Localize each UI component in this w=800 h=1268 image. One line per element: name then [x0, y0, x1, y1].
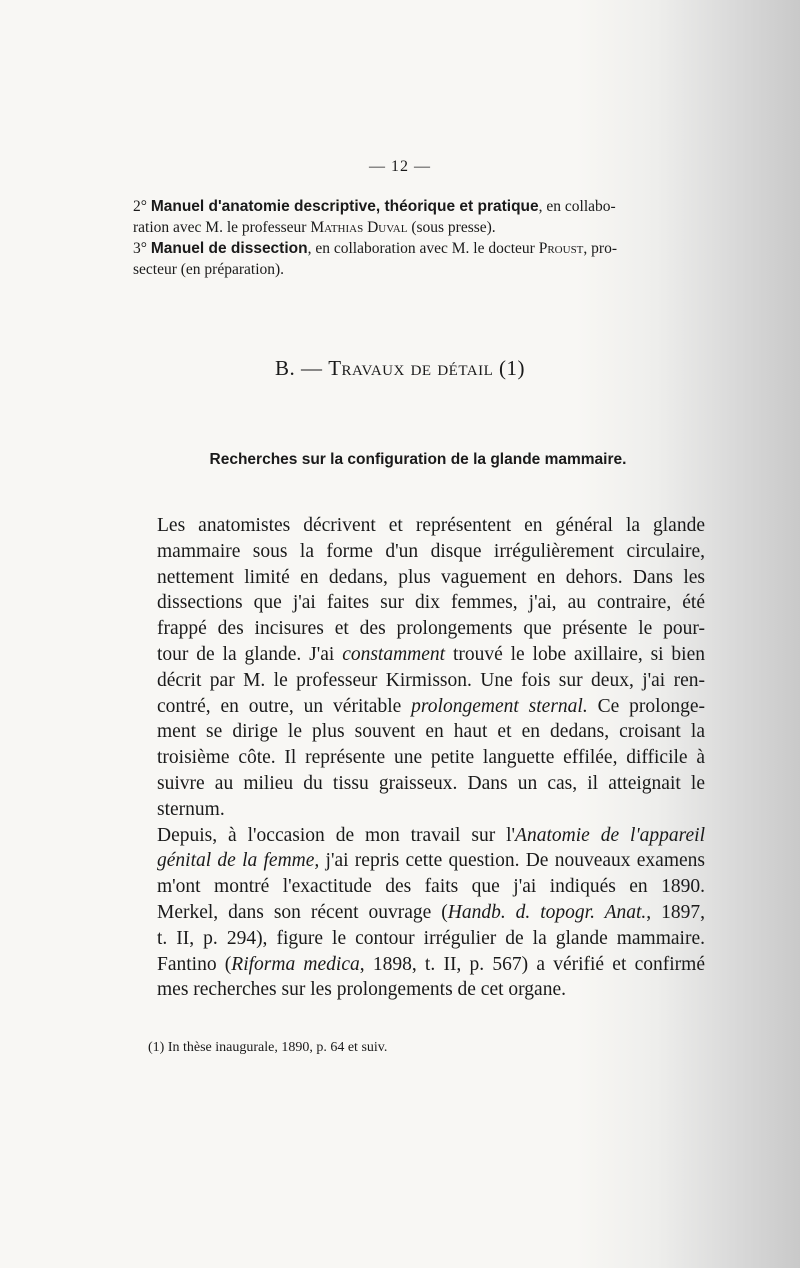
subsection-title: Recherches sur la configuration de la glande mammaire. [209, 451, 627, 468]
paragraph-1: Les anatomistes décrivent et représentent en général la glande mammaire sous la forme d'un disque irrégulièrement circulaire, nettement limité en dedans, plus vaguement en dehors. Dans les dissections que j'ai faites sur dix femmes, j'ai, au contraire, été frappé des incisures et des prolongements que présente le pour- tour de la glande. J'ai constamment trouvé le lobe axillaire, si bien décrit par M. le professeur Kirmisson. Une fois sur deux, j'ai ren- contré, en outre, un véritable prolongement sternal. Ce prolonge- ment se dirige le plus souvent en haut et en dedans, croisant la troisième côte. Il représente une petite languette effilée, difficile à suivre au milieu du tissu graisseux. Dans un cas, il atteignait le sternum. [157, 515, 706, 820]
list-item: 2° Manuel d'anatomie descriptive, théorique et pratique, en collabo- ration avec M. le professeur Mathias Duval (sous presse). [133, 198, 616, 236]
item-number: 3° [133, 240, 147, 257]
item-number: 2° [133, 198, 147, 215]
author-name: Mathias Duval [310, 219, 408, 236]
publication-list [133, 196, 705, 280]
item-title: Manuel d'anatomie descriptive, théorique et pratique [150, 198, 539, 215]
body-text [133, 513, 705, 1003]
paragraph-2: Depuis, à l'occasion de mon travail sur l'Anatomie de l'appareil génital de la femme, j'ai repris cette question. De nouveaux examens m'ont montré l'exactitude des faits que j'ai indiqués en 1890. Merkel, dans son récent ouvrage (Handb. d. topogr. Anat., 1897, t. II, p. 294), figure le contour irrégulier de la glande mammaire. Fantino (Riforma medica, 1898, t. II, p. 567) a vérifié et confirmé mes recherches sur les prolongements de cet organe. [157, 824, 706, 1001]
section-heading: B. — Travaux de détail (1) [274, 356, 526, 380]
footnote-ref: (1) [493, 356, 526, 380]
author-name: Proust [538, 240, 584, 257]
item-title: Manuel de dissection [150, 240, 308, 257]
page-number: — 12 — [369, 158, 431, 175]
footnote: (1) In thèse inaugurale, 1890, p. 64 et suiv. [148, 1040, 388, 1055]
list-item: 3° Manuel de dissection, en collaboration avec M. le docteur Proust, pro- secteur (en préparation). [133, 240, 617, 278]
